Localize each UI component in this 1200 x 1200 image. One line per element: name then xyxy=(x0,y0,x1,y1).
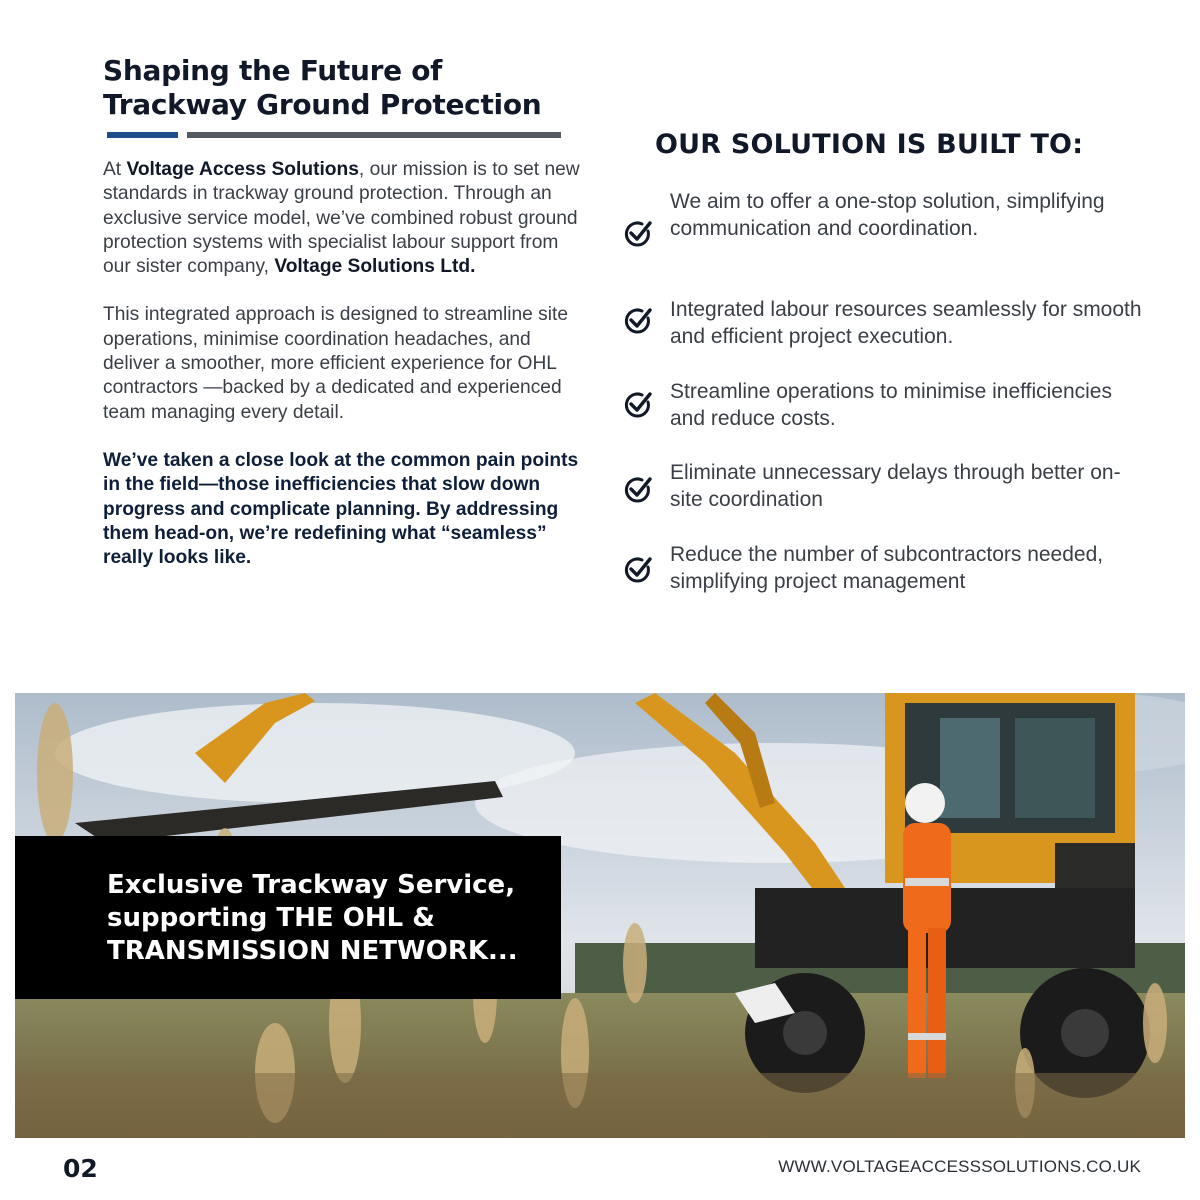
check-circle-icon xyxy=(622,474,654,506)
solution-heading: OUR SOLUTION IS BUILT TO: xyxy=(655,129,1084,160)
solution-item-text: Integrated labour resources seamlessly for smooth and efficient project execution. xyxy=(670,298,1142,348)
page-title-line-1: Shaping the Future of xyxy=(103,54,443,87)
page-title xyxy=(103,54,583,122)
check-circle-icon xyxy=(622,218,654,250)
intro-text-span: At xyxy=(103,159,127,180)
check-circle-icon xyxy=(622,554,654,586)
solution-item-text: We aim to offer a one-stop solution, simplifying communication and coordination. xyxy=(670,190,1105,240)
title-underline-accent xyxy=(107,132,178,138)
banner-line-1: Exclusive Trackway Service, xyxy=(107,870,516,900)
page-number: 02 xyxy=(63,1154,98,1183)
solution-item-text: Streamline operations to minimise inefficiencies and reduce costs. xyxy=(670,380,1112,430)
title-underline xyxy=(187,132,561,138)
website-url[interactable]: WWW.VOLTAGEACCESSSOLUTIONS.CO.UK xyxy=(778,1157,1141,1176)
intro-paragraph-2: This integrated approach is designed to streamline site operations, minimise coordination headaches, and deliver a smoother, more efficient experience for OHL contractors —backed by a dedicated and experienced team managing every detail. xyxy=(103,304,569,423)
sister-company-name: Voltage Solutions Ltd. xyxy=(274,256,476,278)
banner-line-2: supporting THE OHL & xyxy=(107,903,435,933)
service-banner xyxy=(15,836,561,999)
page-title-line-2: Trackway Ground Protection xyxy=(103,88,542,121)
intro-text-span: , our mission is to set new standards in trackway ground protection. Through an exclusive service model, we’ve combined robust ground protection systems with specialist labour support from our sister company, xyxy=(103,159,580,278)
service-banner-text xyxy=(107,869,547,968)
solution-item-text: Reduce the number of subcontractors needed, simplifying project management xyxy=(670,543,1104,593)
check-circle-icon xyxy=(622,305,654,337)
banner-line-3: TRANSMISSION NETWORK... xyxy=(107,936,518,966)
company-name: Voltage Access Solutions xyxy=(126,159,359,180)
solution-item-text: Eliminate unnecessary delays through better on-site coordination xyxy=(670,461,1121,511)
check-circle-icon xyxy=(622,389,654,421)
intro-text xyxy=(103,158,588,570)
intro-paragraph-1 xyxy=(103,158,588,279)
intro-paragraph-3: We’ve taken a close look at the common pain points in the field—those inefficiencies that slow down progress and complicate planning. By addressing them head-on, we’re redefining what “seamless” really looks like. xyxy=(103,449,579,569)
